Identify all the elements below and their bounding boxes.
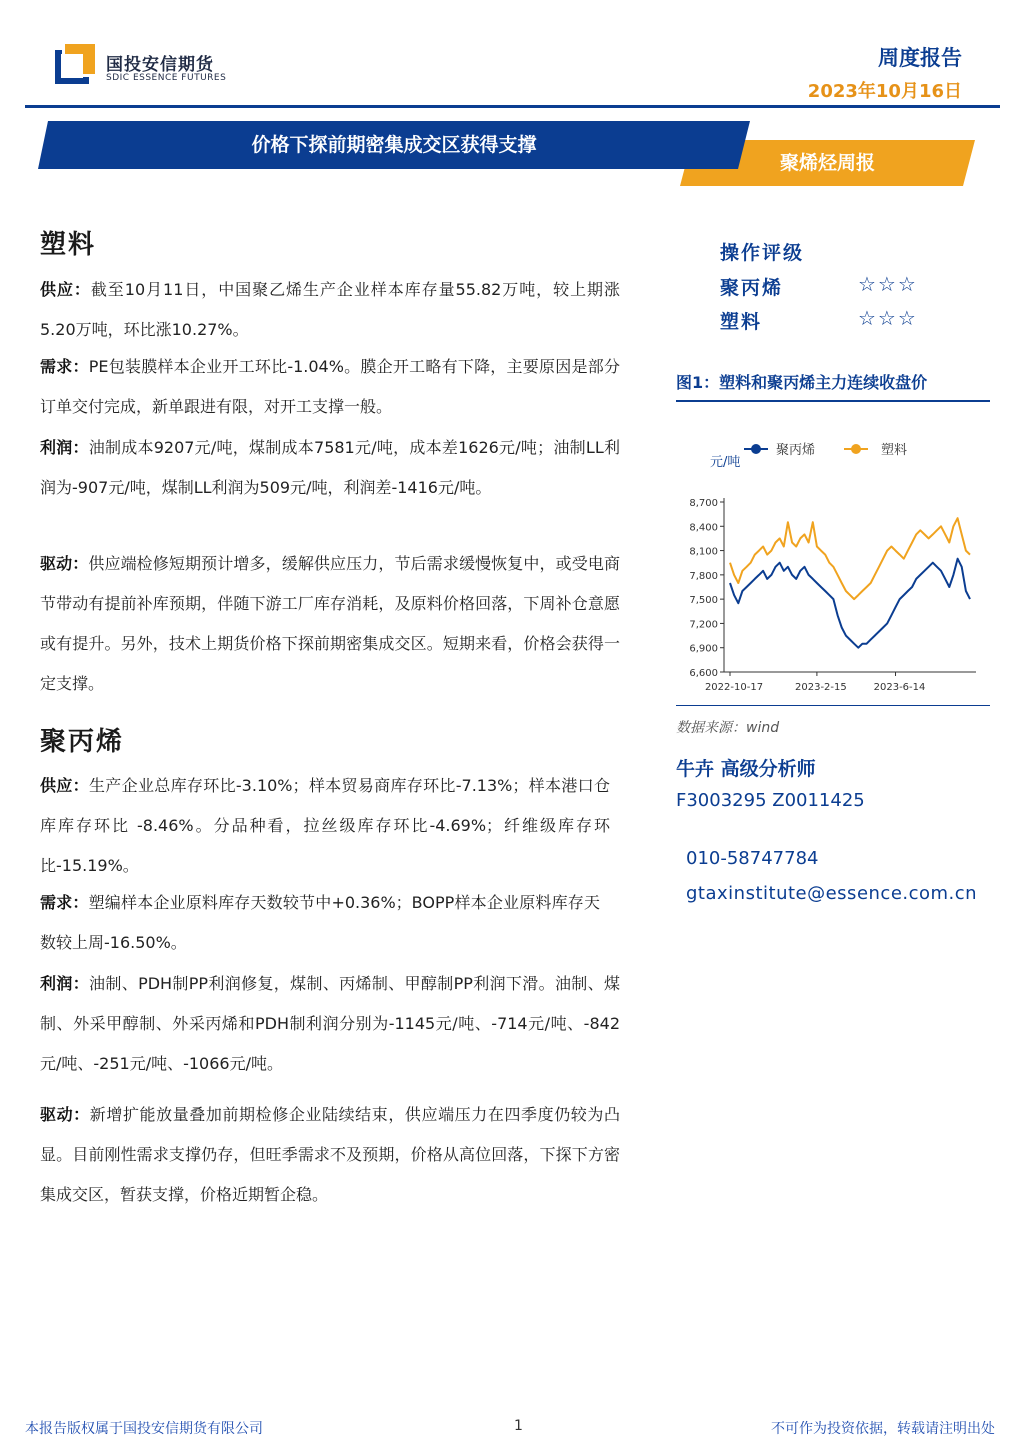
legend-label-pp: 聚丙烯	[776, 443, 816, 458]
plastic-supply	[40, 270, 620, 350]
text: 塑编样本企业原料库存天数较节中+0.36%；BOPP样本企业原料库存天数较上周-16.50%。	[40, 893, 600, 952]
analyst-license: F3003295 Z0011425	[676, 790, 865, 811]
section-title-plastic: 塑料	[40, 230, 97, 260]
y-tick-label: 6,600	[689, 668, 718, 679]
text: 新增扩能放量叠加前期检修企业陆续结束，供应端压力在四季度仍较为凸显。目前刚性需求支撑仍存，但旺季需求不及预期，价格从高位回落，下探下方密集成交区，暂获支撑，价格近期暂企稳。	[40, 1105, 620, 1204]
rating-heading: 操作评级	[720, 242, 805, 264]
figure-title: 图1：塑料和聚丙烯主力连续收盘价	[676, 373, 928, 392]
figure-rule	[676, 400, 990, 402]
pp-supply	[40, 766, 610, 886]
header-rule	[25, 105, 1000, 108]
company-name-cn: 国投安信期货	[106, 55, 214, 75]
plastic-profit	[40, 428, 620, 508]
rating-name-pp: 聚丙烯	[720, 277, 784, 299]
legend-marker-pp	[751, 444, 761, 454]
legend-marker-plastic	[851, 444, 861, 454]
series-line-plastic	[730, 518, 970, 599]
x-tick-label: 2023-6-14	[873, 682, 926, 693]
text: 油制、PDH制PP利润修复，煤制、丙烯制、甲醇制PP利润下滑。油制、煤制、外采甲醇制、外采丙烯和PDH制利润分别为-1145元/吨、-714元/吨、-842元/吨、-251元/吨、-1066元/吨。	[40, 974, 620, 1073]
y-tick-label: 7,500	[689, 595, 718, 607]
price-line-chart	[676, 420, 990, 705]
y-tick-label: 7,800	[689, 570, 718, 582]
analyst-phone: 010-58747784	[686, 848, 819, 869]
label: 利润：	[40, 438, 89, 457]
rating-stars-plastic: ☆☆☆	[858, 306, 918, 330]
company-logo-icon	[55, 42, 97, 84]
legend-label-plastic: 塑料	[881, 443, 908, 458]
rating-stars-pp: ☆☆☆	[858, 272, 918, 296]
analyst-email[interactable]: gtaxinstitute@essence.com.cn	[686, 883, 978, 904]
pp-demand	[40, 883, 600, 963]
pp-driver	[40, 1095, 620, 1215]
label: 供应：	[40, 776, 89, 795]
analyst-name: 牛卉 高级分析师	[676, 758, 816, 780]
text: 截至10月11日，中国聚乙烯生产企业样本库存量55.82万吨，较上期涨5.20万吨，环比涨10.27%。	[40, 280, 620, 339]
company-name-en: SDIC ESSENCE FUTURES	[106, 73, 227, 83]
text: PE包装膜样本企业开工环比-1.04%。膜企开工略有下降，主要原因是部分订单交付完成，新单跟进有限，对开工支撑一般。	[40, 357, 620, 416]
footer-copyright: 本报告版权属于国投安信期货有限公司	[25, 1421, 263, 1437]
label: 驱动：	[40, 554, 89, 573]
text: 生产企业总库存环比-3.10%；样本贸易商库存环比-7.13%；样本港口仓库库存环比 -8.46%。分品种看，拉丝级库存环比-4.69%；纤维级库存环比-15.19%。	[40, 776, 610, 875]
text: 供应端检修短期预计增多，缓解供应压力，节后需求缓慢恢复中，或受电商节带动有提前补库预期，伴随下游工厂库存消耗，及原料价格回落，下周补仓意愿或有提升。另外，技术上期货价格下探前期密集成交区。短期来看，价格会获得一定支撑。	[40, 554, 620, 693]
y-tick-label: 6,900	[689, 643, 718, 655]
series-line-pp	[730, 559, 970, 648]
pp-profit	[40, 964, 620, 1084]
banner-title: 价格下探前期密集成交区获得支撑	[251, 134, 537, 156]
y-tick-label: 7,200	[689, 619, 718, 631]
chart-lines	[730, 518, 970, 648]
label: 供应：	[40, 280, 91, 299]
x-tick-label: 2023-2-15	[795, 682, 847, 693]
report-date: 2023年10月16日	[807, 81, 962, 102]
section-title-pp: 聚丙烯	[40, 727, 125, 757]
plastic-driver	[40, 544, 620, 704]
label: 驱动：	[40, 1105, 90, 1124]
label: 利润：	[40, 974, 90, 993]
rating-name-plastic: 塑料	[720, 311, 763, 333]
label: 需求：	[40, 357, 89, 376]
report-type: 周度报告	[878, 46, 962, 70]
data-source: 数据来源：wind	[676, 720, 780, 736]
plastic-demand	[40, 347, 620, 427]
label: 需求：	[40, 893, 89, 912]
chart-axes	[689, 498, 976, 693]
y-axis-label: 元/吨	[710, 455, 741, 470]
figure-bottom-rule	[676, 705, 990, 706]
text: 油制成本9207元/吨，煤制成本7581元/吨，成本差1626元/吨；油制LL利润为-907元/吨，煤制LL利润为509元/吨，利润差-1416元/吨。	[40, 438, 620, 497]
x-tick-label: 2022-10-17	[704, 682, 764, 693]
page-number: 1	[514, 1418, 523, 1434]
footer-disclaimer: 不可作为投资依据，转载请注明出处	[771, 1421, 995, 1437]
y-tick-label: 8,100	[689, 546, 718, 558]
banner-tag: 聚烯烃周报	[779, 152, 875, 174]
y-tick-label: 8,400	[689, 522, 718, 534]
y-tick-label: 8,700	[689, 498, 718, 509]
chart-legend	[744, 442, 907, 458]
